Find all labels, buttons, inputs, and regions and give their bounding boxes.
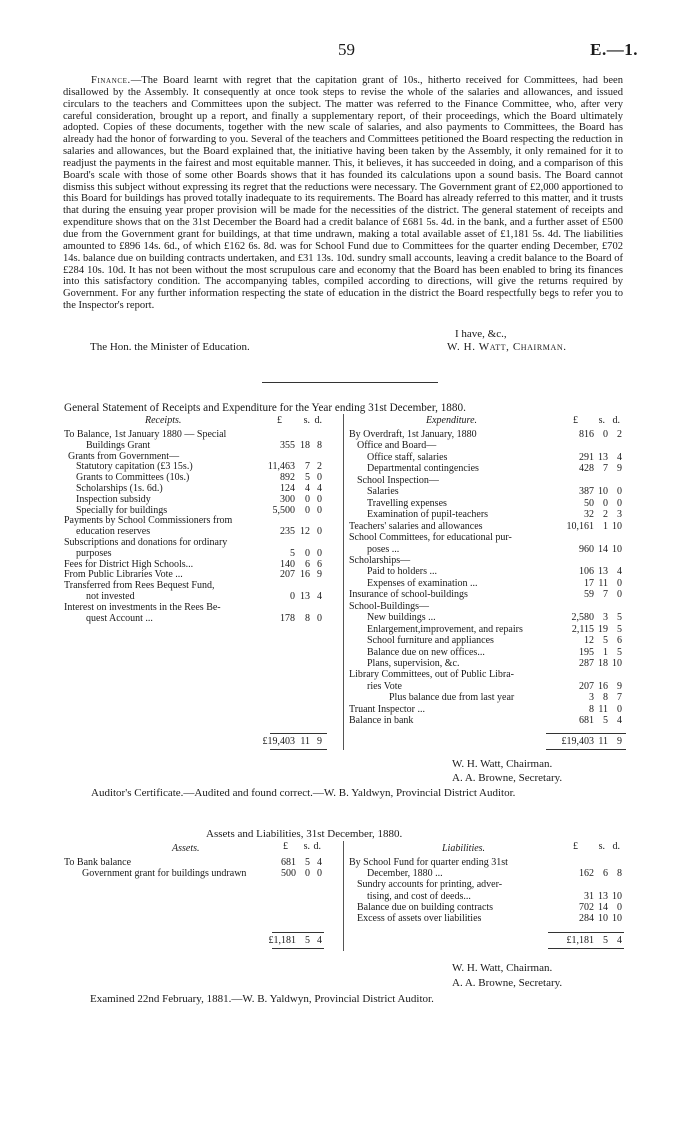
liability-row-pounds: 284 <box>579 913 594 924</box>
examined-line: Examined 22nd February, 1881.—W. B. Yaldwyn, Provincial District Auditor. <box>90 993 434 1005</box>
expenditure-row-pounds: 287 <box>579 658 594 669</box>
expenditure-row-pence: 5 <box>617 612 622 624</box>
expenditure-row-pence: 10 <box>612 543 622 555</box>
expenditure-row-label: Salaries <box>367 486 399 498</box>
receipt-row-pounds: 5,500 <box>272 504 295 516</box>
expenditure-row-pence: 4 <box>617 451 622 463</box>
receipt-total-rule <box>270 733 327 734</box>
statement-title: General Statement of Receipts and Expenditure for the Year ending 31st December, 1880. <box>64 402 466 414</box>
expenditure-row-pence: 5 <box>617 646 622 658</box>
expenditure-row-label: Truant Inspector ... <box>349 703 426 715</box>
expenditure-heading: Expenditure. <box>426 415 478 426</box>
receipt-row-label: Fees for District High Schools... <box>64 558 194 570</box>
receipt-row-pounds: 140 <box>280 558 295 570</box>
receipt-row-pounds: 235 <box>280 526 295 538</box>
finance-body: —The Board learnt with regret that the capitation grant of 10s., hitherto received for Committees, had been disallowed by the Assembly. It consequently at once took steps to revise the whole of the salaries and allowances, and issued circulars to the teachers and Committees upon the subject. The matter was referred to the Finance Committee, who, after very careful consideration, brought up a report, and finally a supplementary report, of their proceedings, which the Board ultimately adopted. Copies of these documents, together with the new scale of salaries, and also payments to Committees, the Board has already had the honor of forwarding to you. Several of the teachers and Committees petitioned the Board respecting the reduction in salaries and allowances, but the Board explained that, the initiative having been taken by the Assembly, it only remained for it to readjust the payments in the fairest and most equitable manner. This, it believes, it has succeeded in doing, and a comparison of this Board's scale with those of some other Boards shows that it has founded its calculations upon a sound basis. The Board cannot dismiss this subject without expressing its regret that the reductions were necessary. The Government grant of £2,000 apportioned to this Board for buildings has proved totally inadequate to its requirements. The Board has already referred to this matter, and it trusts that during the ensuing year proper provision will be made for the necessities of the district. The general statement of receipts and expenditure shows that on the 31st December the Board had a credit balance of £681 5s. 4d. in the bank, and a further asset of £500 due from the Government grant for buildings, at that time undrawn, making a total available asset of £1,181 5s. 4d. The liabilities amounted to £896 14s. 6d., of which £162 6s. 8d. was for School Fund due to Committees for the quarter ending December, £702 14s. balance due on building contracts undertaken, and £31 13s. 10d. sundry small accounts, leaving a credit balance to the Board of £284 10s. 10d. It has not been without the most scrupulous care and economy that the Board has been enabled to bring its finances into this satisfactory condition. The accompanying tables, compiled according to directions, will give the returns required by Government. For any further information respecting the state of education in the district the Board respectfully begs to refer you to the Inspector's report. <box>63 75 623 312</box>
liability-row-shillings: 6 <box>603 868 608 880</box>
expenditure-row-shillings: 11 <box>598 577 608 589</box>
asset-total-underline <box>272 948 324 949</box>
expenditure-row-label: Office and Board— <box>357 440 437 452</box>
expenditure-row-shillings: 8 <box>603 692 608 704</box>
expenditure-row-label: Plans, supervision, &c. <box>367 658 460 669</box>
receipt-row-label: Statutory capitation (£3 15s.) <box>76 461 193 473</box>
receipt-row-shillings: 4 <box>305 483 310 494</box>
receipt-row-pence: 6 <box>317 558 322 570</box>
expenditure-row-pounds: 207 <box>579 680 594 692</box>
expenditure-row-pounds: 291 <box>579 451 594 463</box>
assets-chairman: W. H. Watt, Chairman. <box>452 962 553 974</box>
liability-row-label: Balance due on building contracts <box>357 901 494 913</box>
liabilities-lsd-header: £ <box>573 841 578 852</box>
expenditure-row-shillings: 5 <box>603 635 608 647</box>
expenditure-row-pence: 9 <box>617 680 622 692</box>
receipt-total-pence: 9 <box>317 736 322 747</box>
receipt-row-pounds: 892 <box>280 472 295 484</box>
receipt-row-shillings: 7 <box>305 461 310 473</box>
asset-row-shillings: 5 <box>305 857 310 868</box>
liability-row-pence: 0 <box>617 901 622 913</box>
expenditure-row-pence: 6 <box>617 635 622 647</box>
receipt-row-pence: 0 <box>317 526 322 538</box>
receipt-row-label: Scholarships (1s. 6d.) <box>76 483 163 494</box>
expenditure-row-label: Paid to holders ... <box>367 566 437 578</box>
expenditure-row-pounds: 32 <box>584 509 594 521</box>
expenditure-row-pounds: 106 <box>579 566 594 578</box>
expenditure-row-pounds: 387 <box>579 486 594 498</box>
receipt-row-shillings: 6 <box>305 558 310 570</box>
liability-row-pence: 10 <box>612 890 622 902</box>
receipt-row-label: purposes <box>76 547 112 559</box>
receipt-row-label: Inspection subsidy <box>76 493 151 505</box>
liability-row-label: Excess of assets over liabilities <box>357 913 482 924</box>
report-reference: E.—1. <box>590 40 638 59</box>
expenditure-total-pence: 9 <box>617 736 622 747</box>
receipt-row-label: To Balance, 1st January 1880 — Special <box>64 429 227 440</box>
expenditure-row-label: Balance due on new offices... <box>367 646 485 658</box>
liabilities-lsd-header: s. <box>598 841 605 852</box>
receipt-row-label: Grants to Committees (10s.) <box>76 472 190 484</box>
expenditure-row-pence: 3 <box>617 509 622 521</box>
expenditure-row-pounds: 8 <box>589 703 594 715</box>
expenditure-row-shillings: 1 <box>603 520 608 532</box>
liability-row-label: By School Fund for quarter ending 31st <box>349 857 508 868</box>
receipt-row-label: Payments by School Commissioners from <box>64 515 233 527</box>
asset-row-label: To Bank balance <box>64 857 132 868</box>
receipts-lsd-header: £ <box>277 415 282 426</box>
receipt-row-label: Specially for buildings <box>76 504 168 516</box>
expenditure-row-shillings: 0 <box>603 497 608 509</box>
liability-row-shillings: 14 <box>598 901 608 913</box>
liability-row-shillings: 10 <box>598 913 608 924</box>
liability-row-pounds: 702 <box>579 901 594 913</box>
receipt-row-pence: 0 <box>317 504 322 516</box>
expenditure-row-label: School Inspection— <box>357 474 439 486</box>
expenditure-row-shillings: 16 <box>598 680 608 692</box>
asset-total-pounds: £1,181 <box>268 935 296 946</box>
expenditure-row-label: Enlargement,improvement, and repairs <box>367 623 523 635</box>
liability-total-shillings: 5 <box>603 935 608 946</box>
expenditure-row-pence: 0 <box>617 703 622 715</box>
closing-line: I have, &c., <box>455 328 507 340</box>
receipt-row-pence: 9 <box>317 569 322 581</box>
receipt-row-label: From Public Libraries Vote ... <box>64 569 183 581</box>
expenditure-row-shillings: 7 <box>603 463 608 475</box>
liability-row-pence: 8 <box>617 868 622 880</box>
statement-column-divider <box>343 414 344 750</box>
expenditure-row-pence: 0 <box>617 497 622 509</box>
assets-lsd-header: £ <box>283 841 288 852</box>
assets-heading: Assets. <box>172 843 200 854</box>
finance-heading: Finance. <box>91 75 131 86</box>
statement-secretary: A. A. Browne, Secretary. <box>452 772 563 784</box>
expenditure-row-shillings: 14 <box>598 543 608 555</box>
expenditure-row-shillings: 13 <box>598 451 608 463</box>
expenditure-row-pence: 9 <box>617 463 622 475</box>
expenditure-row-pence: 0 <box>617 486 622 498</box>
liability-row-pounds: 31 <box>584 890 594 902</box>
receipt-row-shillings: 5 <box>305 472 310 484</box>
asset-row-pounds: 681 <box>281 857 296 868</box>
expenditure-lsd-header: d. <box>612 415 620 426</box>
asset-total-shillings: 5 <box>305 935 310 946</box>
expenditure-row-shillings: 7 <box>603 589 608 601</box>
expenditure-row-shillings: 18 <box>598 658 608 669</box>
page-header <box>0 40 700 62</box>
liabilities-lsd-header: d. <box>612 841 620 852</box>
expenditure-row-pence: 10 <box>612 658 622 669</box>
receipt-total-pounds: £19,403 <box>262 736 295 747</box>
asset-total-rule <box>272 932 324 933</box>
receipt-row-pence: 4 <box>317 591 322 602</box>
assets-secretary: A. A. Browne, Secretary. <box>452 977 563 989</box>
addressee: The Hon. the Minister of Education. <box>90 341 250 353</box>
assets-lsd-header: s. <box>303 841 310 852</box>
receipt-row-pence: 8 <box>317 439 322 451</box>
expenditure-row-pounds: 428 <box>579 463 594 475</box>
expenditure-row-pounds: 195 <box>579 646 594 658</box>
receipts-heading: Receipts. <box>145 415 182 426</box>
receipt-row-pence: 2 <box>317 461 322 473</box>
expenditure-row-pounds: 17 <box>584 577 594 589</box>
expenditure-row-label: School Committees, for educational pur- <box>349 532 512 544</box>
liability-total-pence: 4 <box>617 935 622 946</box>
receipt-row-pence: 0 <box>317 472 322 484</box>
receipt-row-shillings: 0 <box>305 504 310 516</box>
expenditure-row-label: Office staff, salaries <box>367 451 448 463</box>
expenditure-row-label: Plus balance due from last year <box>389 692 515 704</box>
liability-row-label: tising, and cost of deeds... <box>367 890 471 902</box>
receipt-row-label: Interest on investments in the Rees Be- <box>64 601 221 613</box>
receipt-row-pounds: 178 <box>280 612 295 624</box>
expenditure-row-label: Scholarships— <box>349 554 411 566</box>
receipt-row-label: quest Account ... <box>86 612 153 624</box>
asset-row-pounds: 500 <box>281 867 296 879</box>
expenditure-row-pounds: 12 <box>584 635 594 647</box>
receipt-row-label: Transferred from Rees Bequest Fund, <box>64 580 215 592</box>
expenditure-row-shillings: 13 <box>598 566 608 578</box>
expenditure-row-label: ries Vote <box>367 680 402 692</box>
expenditure-row-label: By Overdraft, 1st January, 1880 <box>349 429 477 440</box>
liabilities-heading: Liabilities. <box>442 843 486 854</box>
liability-row-pence: 10 <box>612 913 622 924</box>
expenditure-row-label: New buildings ... <box>367 612 436 624</box>
receipt-row-label: education reserves <box>76 526 151 538</box>
assets-title: Assets and Liabilities, 31st December, 1880. <box>206 828 403 840</box>
receipt-row-label: not invested <box>86 591 135 602</box>
expenditure-row-pounds: 960 <box>579 543 594 555</box>
statement-chairman: W. H. Watt, Chairman. <box>452 758 553 770</box>
receipt-row-shillings: 18 <box>300 439 310 451</box>
page-number: 59 <box>338 40 355 59</box>
expenditure-row-shillings: 2 <box>603 509 608 521</box>
receipt-row-pence: 0 <box>317 493 322 505</box>
liability-total-rule <box>548 932 624 933</box>
expenditure-row-label: Examination of pupil-teachers <box>367 509 489 521</box>
receipts-lsd-header: d. <box>314 415 322 426</box>
expenditure-row-pence: 4 <box>617 715 622 727</box>
receipt-row-shillings: 0 <box>305 547 310 559</box>
expenditure-row-label: Library Committees, out of Public Libra- <box>349 669 514 681</box>
receipt-row-label: Grants from Government— <box>68 450 180 462</box>
liability-row-shillings: 13 <box>598 890 608 902</box>
receipt-row-pounds: 124 <box>280 483 295 494</box>
expenditure-row-shillings: 3 <box>603 612 608 624</box>
expenditure-row-shillings: 0 <box>603 429 608 440</box>
liability-total-pounds: £1,181 <box>566 935 594 946</box>
receipt-row-pounds: 300 <box>280 493 295 505</box>
expenditure-row-label: Expenses of examination ... <box>367 577 478 589</box>
asset-row-label: Government grant for buildings undrawn <box>82 867 247 879</box>
expenditure-row-shillings: 5 <box>603 715 608 727</box>
expenditure-row-label: poses ... <box>367 543 400 555</box>
expenditure-lsd-header: £ <box>573 415 578 426</box>
expenditure-row-pence: 7 <box>617 692 622 704</box>
receipt-row-pounds: 207 <box>280 569 295 581</box>
liability-row-label: December, 1880 ... <box>367 868 443 880</box>
expenditure-row-label: School-Buildings— <box>349 600 430 612</box>
expenditure-total-underline <box>546 749 626 750</box>
expenditure-row-pence: 5 <box>617 623 622 635</box>
expenditure-total-pounds: £19,403 <box>561 736 594 747</box>
expenditure-row-shillings: 19 <box>598 623 608 635</box>
assets-column-divider <box>343 841 344 951</box>
receipt-row-shillings: 16 <box>300 569 310 581</box>
expenditure-row-pounds: 2,580 <box>571 612 594 624</box>
expenditure-row-pounds: 59 <box>584 589 594 601</box>
receipt-row-shillings: 0 <box>305 493 310 505</box>
liability-total-underline <box>548 948 624 949</box>
expenditure-row-label: Balance in bank <box>349 715 414 727</box>
expenditure-row-label: Teachers' salaries and allowances <box>349 520 483 532</box>
assets-lsd-header: d. <box>313 841 321 852</box>
receipt-row-pence: 0 <box>317 547 322 559</box>
expenditure-row-pounds: 50 <box>584 497 594 509</box>
expenditure-row-pence: 4 <box>617 566 622 578</box>
expenditure-row-label: School furniture and appliances <box>367 635 494 647</box>
receipt-row-label: Subscriptions and donations for ordinary <box>64 537 228 548</box>
expenditure-row-pounds: 10,161 <box>566 520 594 532</box>
expenditure-row-pounds: 681 <box>579 715 594 727</box>
expenditure-row-shillings: 1 <box>603 646 608 658</box>
receipt-row-pounds: 355 <box>280 439 295 451</box>
asset-row-shillings: 0 <box>305 867 310 879</box>
asset-row-pence: 0 <box>317 867 322 879</box>
expenditure-row-label: Travelling expenses <box>367 497 447 509</box>
expenditure-row-pounds: 816 <box>579 429 594 440</box>
expenditure-row-shillings: 11 <box>598 703 608 715</box>
receipt-row-shillings: 12 <box>300 526 310 538</box>
expenditure-row-pounds: 3 <box>589 692 594 704</box>
expenditure-row-pounds: 2,115 <box>571 623 594 635</box>
receipt-row-pounds: 0 <box>290 591 295 602</box>
finance-signature: W. H. Watt, Chairman. <box>447 341 567 353</box>
asset-row-pence: 4 <box>317 857 322 868</box>
expenditure-lsd-header: s. <box>598 415 605 426</box>
auditor-certificate: Auditor's Certificate.—Audited and found correct.—W. B. Yaldwyn, Provincial District Auditor. <box>91 787 516 799</box>
receipt-row-pence: 0 <box>317 612 322 624</box>
receipt-row-pence: 4 <box>317 483 322 494</box>
receipt-total-underline <box>270 749 327 750</box>
expenditure-row-label: Insurance of school-buildings <box>349 589 468 601</box>
expenditure-row-shillings: 10 <box>598 486 608 498</box>
receipt-row-shillings: 8 <box>305 612 310 624</box>
expenditure-row-pence: 10 <box>612 520 622 532</box>
receipt-row-shillings: 13 <box>300 591 310 602</box>
section-divider <box>262 382 438 383</box>
receipts-lsd-header: s. <box>303 415 310 426</box>
liability-row-label: Sundry accounts for printing, adver- <box>357 879 503 891</box>
receipt-row-pounds: 5 <box>290 547 295 559</box>
receipt-total-shillings: 11 <box>300 736 310 747</box>
expenditure-row-pence: 0 <box>617 589 622 601</box>
liability-row-pounds: 162 <box>579 868 594 880</box>
expenditure-row-pence: 2 <box>617 429 622 440</box>
finance-paragraph <box>63 75 623 312</box>
asset-total-pence: 4 <box>317 935 322 946</box>
receipt-row-label: Buildings Grant <box>86 439 151 451</box>
expenditure-total-shillings: 11 <box>598 736 608 747</box>
expenditure-row-pence: 0 <box>617 577 622 589</box>
expenditure-total-rule <box>546 733 626 734</box>
receipt-row-pounds: 11,463 <box>267 461 295 473</box>
expenditure-row-label: Departmental contingencies <box>367 463 479 475</box>
